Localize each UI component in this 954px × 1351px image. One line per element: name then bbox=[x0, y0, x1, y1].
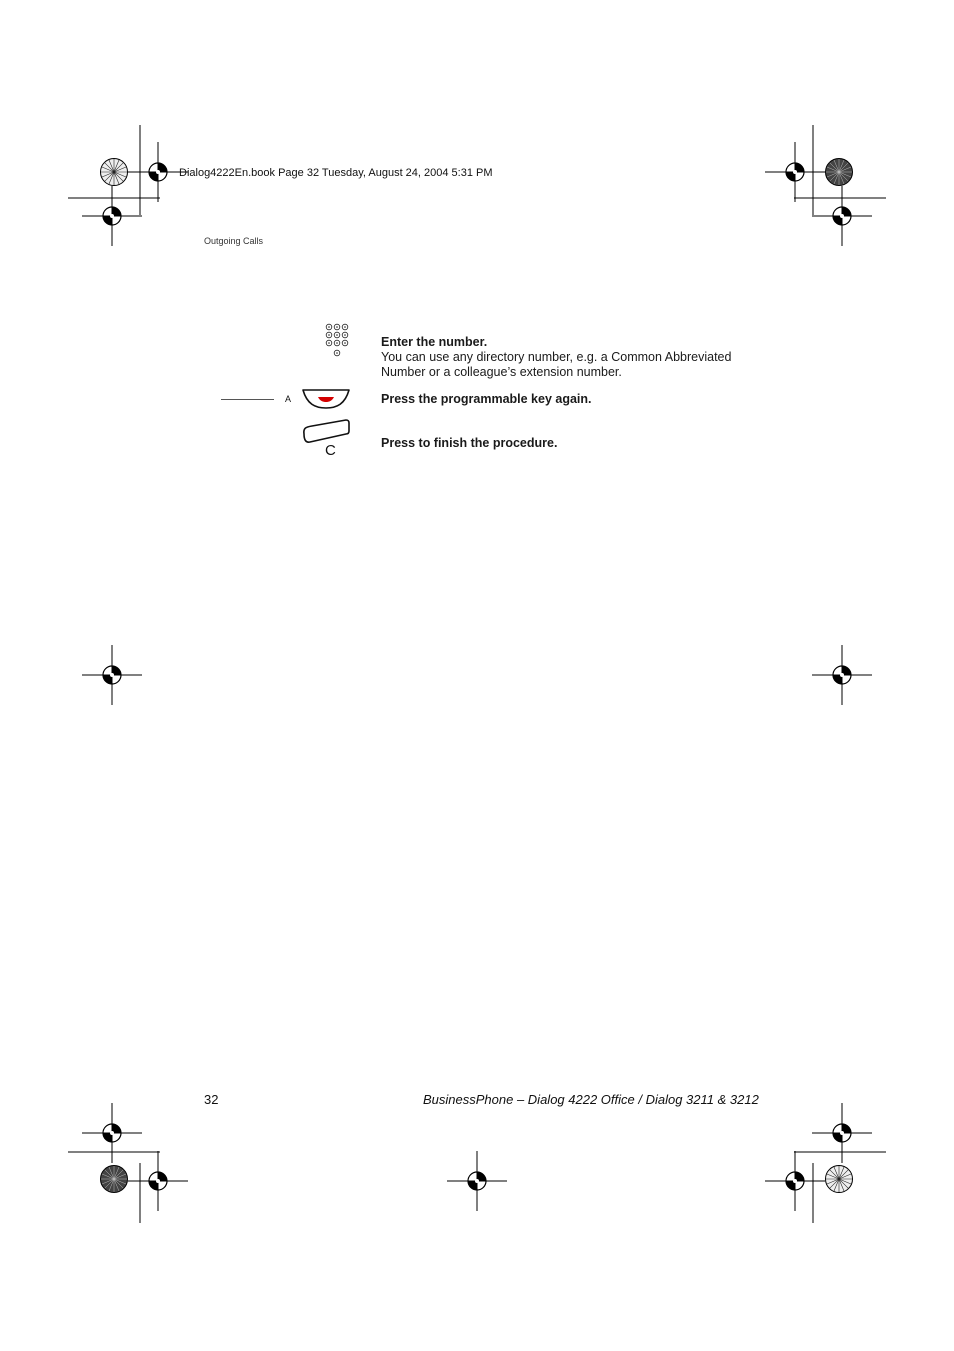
step-title: Press the programmable key again. bbox=[381, 392, 592, 406]
programmable-key-icon bbox=[301, 387, 351, 411]
section-title: Outgoing Calls bbox=[204, 236, 264, 246]
page-number: 32 bbox=[204, 1092, 219, 1107]
key-letter-label: A bbox=[285, 394, 292, 404]
clear-key-letter: C bbox=[325, 442, 336, 459]
file-info-header: Dialog4222En.book Page 32 Tuesday, August 24, 2004 5:31 PM bbox=[179, 167, 493, 179]
key-reference-line bbox=[221, 399, 274, 400]
step-title: Press to finish the procedure. bbox=[381, 436, 558, 450]
step-finish-procedure bbox=[381, 436, 761, 451]
step-press-programmable-key bbox=[381, 392, 761, 407]
step-description: You can use any directory number, e.g. a Common Abbreviated Number or a colleague’s extension number. bbox=[381, 350, 732, 379]
document-title: BusinessPhone – Dialog 4222 Office / Dialog 3211 & 3212 bbox=[423, 1092, 759, 1107]
step-title: Enter the number. bbox=[381, 335, 488, 349]
step-enter-number bbox=[381, 335, 761, 380]
keypad-icon bbox=[324, 323, 352, 359]
